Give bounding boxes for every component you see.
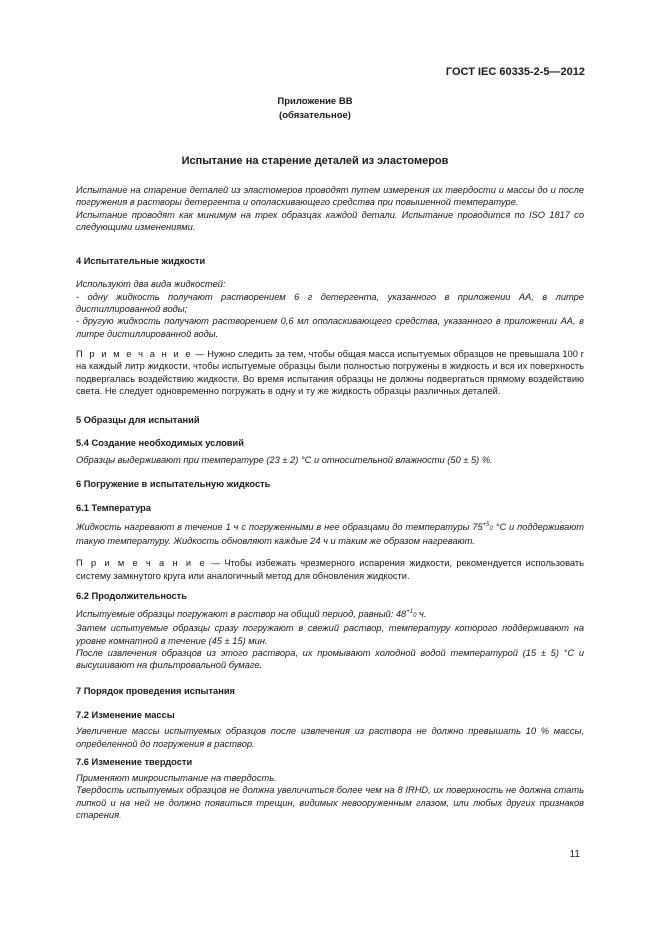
s76-paragraph-1: Применяют микроиспытание на твердость. — [76, 773, 277, 784]
document-body — [76, 184, 584, 821]
appendix-title: Приложение ВВ — [277, 96, 353, 107]
page-number: 11 — [569, 849, 580, 860]
s61-note-text: — Чтобы избежать чрезмерного испарения жидкости, рекомендуется использовать систему замкнутого круга или аналогичный метод для обновления жидкости. — [76, 558, 584, 581]
s62-tolerance-sub: 0 — [413, 613, 417, 620]
s4-item-2: - другую жидкость получают растворением 0,6 мл ополаскивающего средства, указанного в приложении АА, в литре дистиллированной воды. — [76, 316, 584, 339]
s4-note — [76, 348, 584, 397]
appendix-subtitle: (обязательное) — [279, 110, 351, 121]
page-title: Испытание на старение деталей из эластомеров — [181, 155, 449, 167]
section-6-heading: 6 Погружение в испытательную жидкость — [76, 479, 271, 490]
s4-paragraph: Используют два вида жидкостей: — [76, 279, 226, 290]
s62-tolerance-sup: +1 — [406, 609, 414, 616]
s61-note — [76, 557, 584, 582]
section-6-1-heading: 6.1 Температура — [76, 503, 151, 514]
section-7-heading: 7 Порядок проведения испытания — [76, 685, 235, 696]
s5-paragraph: Образцы выдерживают при температуре (23 ± 2) °С и относительной влажности (50 ± 5) %. — [76, 454, 493, 465]
section-7-2-heading: 7.2 Изменение массы — [76, 709, 175, 720]
s72-paragraph: Увеличение массы испытуемых образцов после извлечения из раствора не должно превышать 10 % массы, определенной до погружения в раствор. — [76, 726, 584, 749]
section-5-4-heading: 5.4 Создание необходимых условий — [76, 438, 244, 449]
section-6-2-heading: 6.2 Продолжительность — [76, 590, 187, 601]
section-4-heading: 4 Испытательные жидкости — [76, 256, 206, 267]
section-7-6-heading: 7.6 Изменение твердости — [76, 756, 193, 767]
s4-note-label: П р и м е ч а н и е — [76, 348, 193, 359]
section-5-heading: 5 Образцы для испытаний — [76, 415, 200, 426]
intro-paragraph-2: Испытание проводят как минимум на трех образцах каждой детали. Испытание проводится по ISO 1817 со следующими изменениями. — [76, 209, 584, 232]
s76-paragraph-2: Твердость испытуемых образцов не должна увеличиться более чем на 8 IRHD, их поверхность не должна стать липкой и на ней не должно появиться трещин, видимых невооруженным глазом, или любых других признаков старения. — [76, 785, 584, 820]
s61-tolerance-sup: +5 — [482, 521, 490, 528]
s62-paragraph-3: После извлечения образцов из этого раствора, их промывают холодной водой температурой (15 ± 5) °С и высушивают на фильтровальной бумаге. — [76, 648, 584, 671]
intro-paragraph-1: Испытание на старение деталей из эластомеров проводят путем измерения их твердости и массы до и после погружения в растворы детергента и ополаскивающего средства при повышенной температуре. — [76, 185, 584, 208]
s4-note-text: — Нужно следить за тем, чтобы общая масса испытуемых образцов не превышала 100 г на каждый литр жидкости, чтобы испытуемые образцы были полностью погружены в жидкость и вся их поверхность подвергалась воздействию жидкости. Во время испытания образцы не должны подвергаться прямому воздействию света. Не следует одновременно погружать в одну и ту же жидкость образцы различных деталей. — [76, 348, 584, 396]
appendix-block — [0, 95, 630, 123]
s62-paragraph-2: Затем испытуемые образцы сразу погружают в свежий раствор, температуру которого поддерживают на уровне комнатной в течение (45 ± 15) мин. — [76, 623, 584, 646]
s4-item-1: - одну жидкость получают растворением 6 г детергента, указанного в приложении АА, в литре дистиллированной воды; — [76, 291, 584, 315]
document-header: ГОСТ IEC 60335-2-5—2012 — [445, 66, 585, 78]
s61-note-label: П р и м е ч а н и е — [76, 558, 207, 569]
s62-paragraph-1: Испытуемые образцы погружают в раствор на общий период, равный: $48^{+1}0$ ч. — [76, 609, 427, 620]
s61-tolerance-sub: 0 — [489, 525, 493, 532]
s61-paragraph: Жидкость нагревают в течение 1 ч с погруженными в нее образцами до температуры $75^{+5}0$ °С и поддерживают такую температуру. Жидкость обновляют каждые 24 ч и таким же образом нагревают. — [76, 521, 584, 546]
